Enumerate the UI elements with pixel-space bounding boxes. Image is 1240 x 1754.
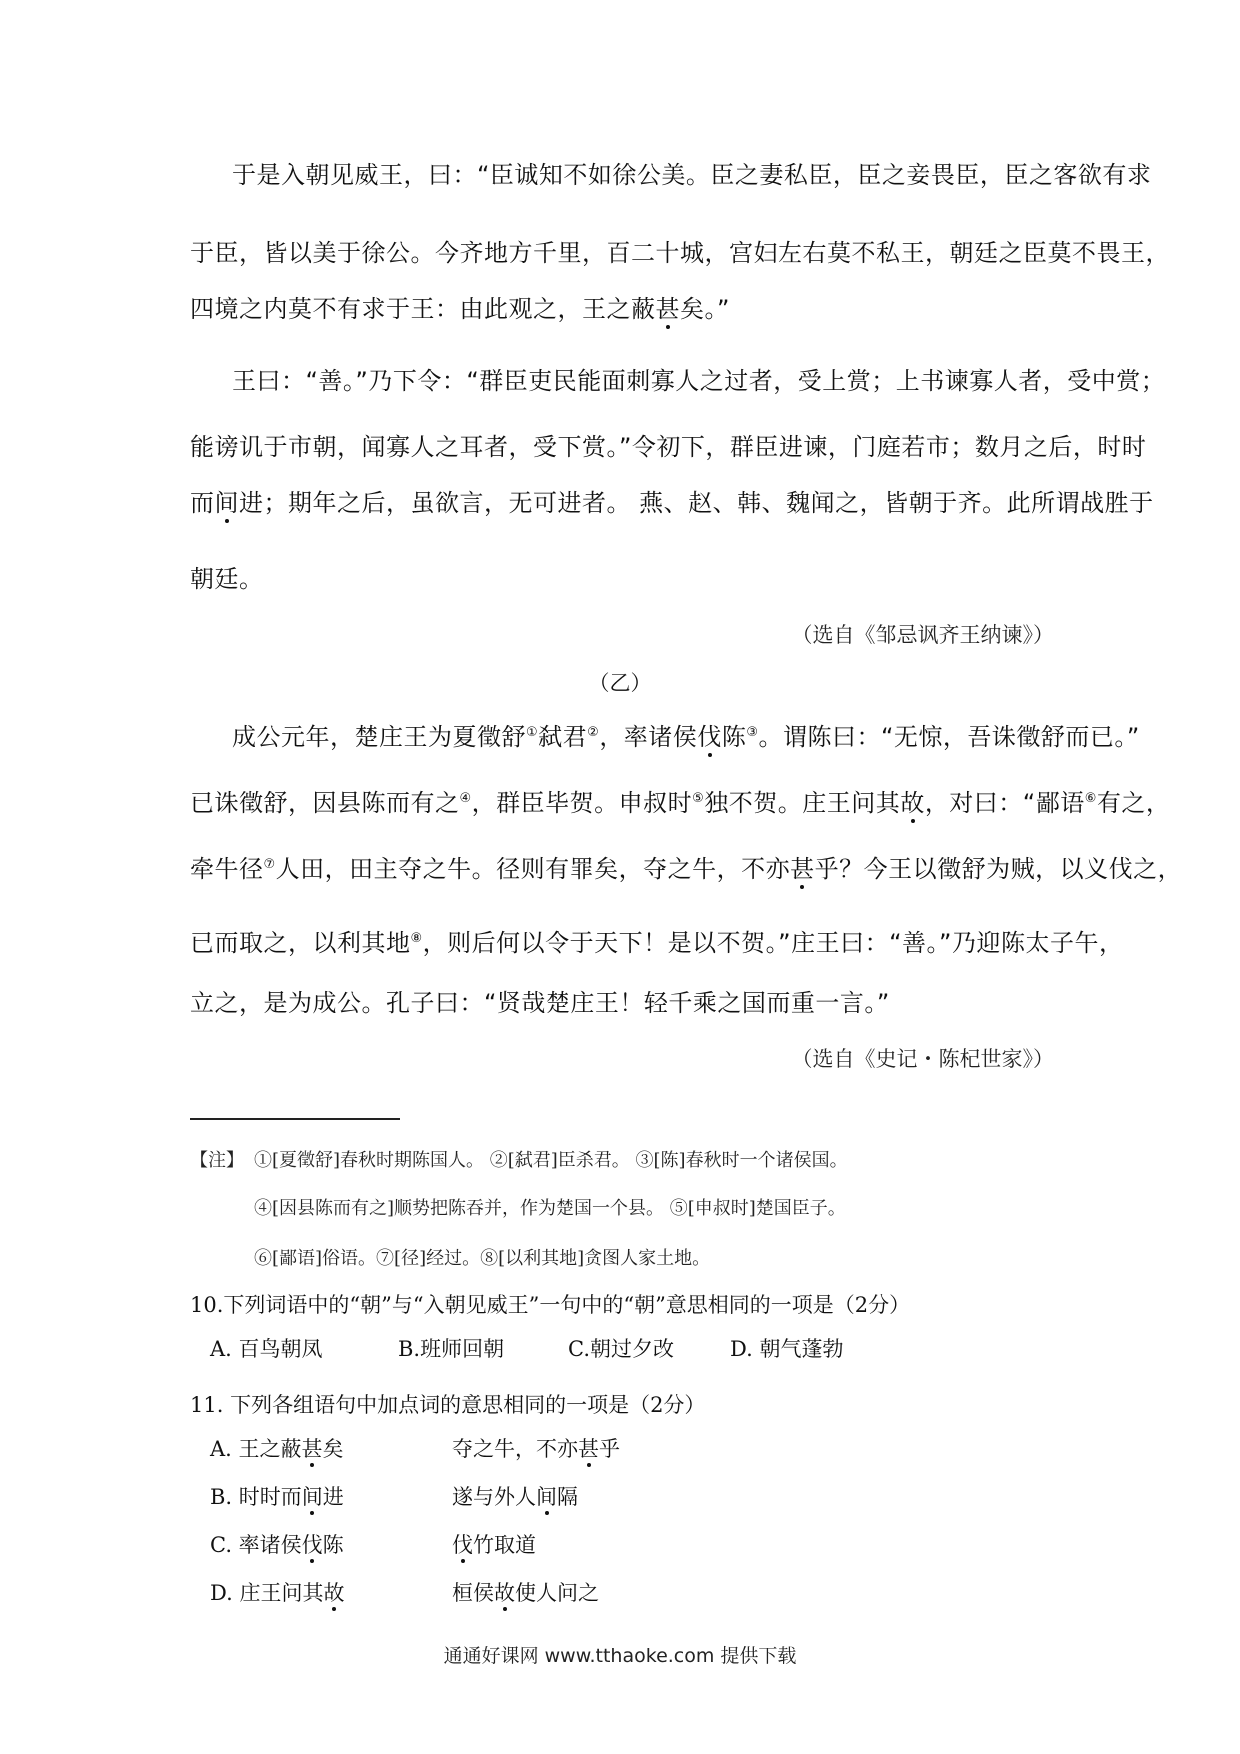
passage-yi-line-1: 成公元年，楚庄王为夏徵舒①弑君②，率诸侯伐陈③。谓陈曰：“无惊，吾诛徵舒而已。” bbox=[232, 723, 1140, 751]
q11-option-b-right: 遂与外人间隔 bbox=[452, 1485, 578, 1509]
emphasis-dot-word: 伐 bbox=[301, 1533, 323, 1557]
source-citation-yi: （选自《史记・陈杞世家》） bbox=[791, 1047, 1054, 1071]
q11-option-c-left: C. 率诸侯伐陈 bbox=[210, 1533, 344, 1557]
passage-jia-line-7: 朝廷。 bbox=[190, 565, 264, 593]
passage-jia-line-2: 于臣，皆以美于徐公。今齐地方千里，百二十城，宫妇左右莫不私王，朝廷之臣莫不畏王， bbox=[190, 239, 1170, 267]
page-footer: 通通好课网 www.tthaoke.com 提供下载 bbox=[443, 1645, 797, 1667]
emphasis-dot-word: 伐 bbox=[697, 723, 722, 751]
note-line-1: ①[夏徵舒]春秋时期陈国人。 ②[弑君]臣杀君。 ③[陈]春秋时一个诸侯国。 bbox=[254, 1150, 848, 1171]
emphasis-dot-word: 间 bbox=[214, 489, 239, 517]
q10-option-b: B.班师回朝 bbox=[398, 1337, 505, 1361]
passage-jia-line-1: 于是入朝见威王，曰：“臣诚知不如徐公美。臣之妻私臣，臣之妾畏臣，臣之客欲有求 bbox=[232, 161, 1152, 189]
q10-option-a: A. 百鸟朝凤 bbox=[210, 1337, 323, 1361]
passage-jia-line-3: 四境之内莫不有求于王：由此观之，王之蔽甚矣。” bbox=[190, 295, 730, 323]
q10-option-c: C.朝过夕改 bbox=[568, 1337, 674, 1361]
passage-yi-line-5: 立之，是为成公。孔子曰：“贤哉楚庄王！轻千乘之国而重一言。” bbox=[190, 989, 890, 1017]
emphasis-dot-word: 甚 bbox=[655, 295, 680, 323]
emphasis-dot-word: 甚 bbox=[790, 855, 815, 883]
question-11-stem: 11. 下列各组语句中加点词的意思相同的一项是（2分） bbox=[190, 1393, 706, 1417]
q11-option-d-left: D. 庄王问其故 bbox=[210, 1581, 345, 1605]
emphasis-dot-word: 甚 bbox=[578, 1437, 599, 1461]
passage-jia-line-4: 王曰：“善。”乃下令：“群臣吏民能面刺寡人之过者，受上赏；上书谏寡人者，受中赏； bbox=[232, 367, 1166, 395]
passage-jia-line-6: 而间进；期年之后，虽欲言，无可进者。 燕、赵、韩、魏闻之，皆朝于齐。此所谓战胜于 bbox=[190, 489, 1154, 517]
emphasis-dot-word: 间 bbox=[536, 1485, 557, 1509]
q11-option-a-left: A. 王之蔽甚矣 bbox=[210, 1437, 344, 1461]
emphasis-dot-word: 甚 bbox=[301, 1437, 323, 1461]
footnote-divider bbox=[190, 1118, 400, 1120]
emphasis-dot-word: 故 bbox=[900, 789, 925, 817]
notes-label: 【注】 bbox=[190, 1150, 244, 1171]
source-citation-jia: （选自《邹忌讽齐王纳谏》） bbox=[791, 623, 1054, 647]
q11-option-b-left: B. 时时而间进 bbox=[210, 1485, 344, 1509]
note-line-3: ⑥[鄙语]俗语。⑦[径]经过。⑧[以利其地]贪图人家土地。 bbox=[254, 1248, 711, 1269]
passage-yi-line-2: 已诛徵舒，因县陈而有之④，群臣毕贺。申叔时⑤独不贺。庄王问其故，对曰：“鄙语⑥有之， bbox=[190, 789, 1171, 817]
q11-option-a-right: 夺之牛，不亦甚乎 bbox=[452, 1437, 620, 1461]
passage-yi-line-4: 已而取之，以利其地⑧，则后何以令于天下！是以不贺。”庄王曰：“善。”乃迎陈太子午， bbox=[190, 929, 1124, 957]
q11-option-c-right: 伐竹取道 bbox=[452, 1533, 536, 1557]
emphasis-dot-word: 故 bbox=[323, 1581, 345, 1605]
passage-yi-line-3: 牵牛径⑦人田，田主夺之牛。径则有罪矣，夺之牛，不亦甚乎？今王以徵舒为贼，以义伐之， bbox=[190, 855, 1183, 883]
emphasis-dot-word: 间 bbox=[301, 1485, 323, 1509]
question-10-stem: 10.下列词语中的“朝”与“入朝见威王”一句中的“朝”意思相同的一项是（2分） bbox=[190, 1293, 911, 1317]
q10-option-d: D. 朝气蓬勃 bbox=[730, 1337, 844, 1361]
q11-option-d-right: 桓侯故使人问之 bbox=[452, 1581, 599, 1605]
emphasis-dot-word: 伐 bbox=[452, 1533, 473, 1557]
note-line-2: ④[因县陈而有之]顺势把陈吞并，作为楚国一个县。 ⑤[申叔时]楚国臣子。 bbox=[254, 1198, 846, 1219]
emphasis-dot-word: 故 bbox=[494, 1581, 515, 1605]
passage-yi-heading: （乙） bbox=[588, 671, 652, 695]
passage-jia-line-5: 能谤讥于市朝，闻寡人之耳者，受下赏。”令初下，群臣进谏，门庭若市；数月之后，时时 bbox=[190, 433, 1147, 461]
